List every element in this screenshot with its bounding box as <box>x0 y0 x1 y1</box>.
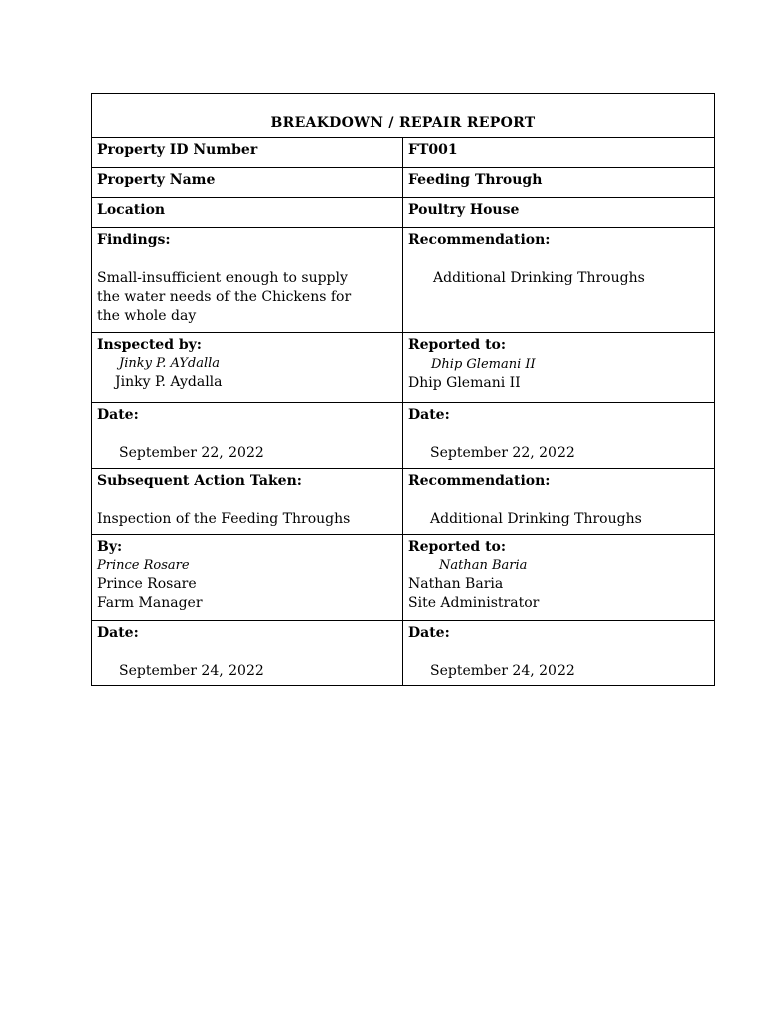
date-label-right: Date: <box>408 407 450 423</box>
reported-to2-signature: Nathan Baria <box>439 558 528 573</box>
recommendation2-label: Recommendation: <box>408 473 551 489</box>
inspection-date-left-cell <box>92 403 403 469</box>
by-label: By: <box>97 539 123 555</box>
inspection-date-right: September 22, 2022 <box>430 445 575 461</box>
property-id-label: Property ID Number <box>92 138 403 168</box>
subsequent-action-text: Inspection of the Feeding Throughs <box>97 511 351 527</box>
reported-to2-position: Site Administrator <box>408 595 540 611</box>
reported-to2-label: Reported to: <box>408 539 507 555</box>
recommendation-label: Recommendation: <box>408 232 551 248</box>
date2-label-left: Date: <box>97 625 139 641</box>
final-date-right-cell <box>403 621 715 686</box>
reported-to-cell <box>403 333 715 403</box>
recommendation-cell <box>403 228 715 333</box>
property-name-value: Feeding Through <box>403 168 715 198</box>
location-label: Location <box>92 198 403 228</box>
inspection-date-left: September 22, 2022 <box>119 445 264 461</box>
final-date-left: September 24, 2022 <box>119 663 264 679</box>
by-signature: Prince Rosare <box>97 558 190 573</box>
inspected-by-label: Inspected by: <box>97 337 202 353</box>
by-cell <box>92 535 403 621</box>
property-name-label: Property Name <box>92 168 403 198</box>
date-label-left: Date: <box>97 407 139 423</box>
final-date-right: September 24, 2022 <box>430 663 575 679</box>
inspection-date-right-cell <box>403 403 715 469</box>
location-value: Poultry House <box>403 198 715 228</box>
reported-to-label: Reported to: <box>408 337 507 353</box>
findings-cell <box>92 228 403 333</box>
inspected-by-cell <box>92 333 403 403</box>
reported-to-signature: Dhip Glemani II <box>431 357 536 372</box>
final-date-left-cell <box>92 621 403 686</box>
recommendation2-cell <box>403 469 715 535</box>
findings-line-3: the whole day <box>97 308 197 324</box>
property-id-value: FT001 <box>403 138 715 168</box>
date2-label-right: Date: <box>408 625 450 641</box>
subsequent-action-label: Subsequent Action Taken: <box>97 473 302 489</box>
report-title: BREAKDOWN / REPAIR REPORT <box>92 94 715 138</box>
findings-line-2: the water needs of the Chickens for <box>97 289 352 305</box>
findings-label: Findings: <box>97 232 171 248</box>
inspected-by-signature: Jinky P. AYdalla <box>119 356 221 371</box>
recommendation-text: Additional Drinking Throughs <box>433 270 645 286</box>
findings-line-1: Small-insufficient enough to supply <box>97 270 348 286</box>
by-position: Farm Manager <box>97 595 203 611</box>
subsequent-action-cell <box>92 469 403 535</box>
reported-to2-name: Nathan Baria <box>408 576 504 592</box>
recommendation2-text: Additional Drinking Throughs <box>430 511 642 527</box>
reported-to2-cell <box>403 535 715 621</box>
inspected-by-name: Jinky P. Aydalla <box>115 374 223 390</box>
by-name: Prince Rosare <box>97 576 197 592</box>
repair-report-table <box>91 93 715 686</box>
reported-to-name: Dhip Glemani II <box>408 375 521 391</box>
